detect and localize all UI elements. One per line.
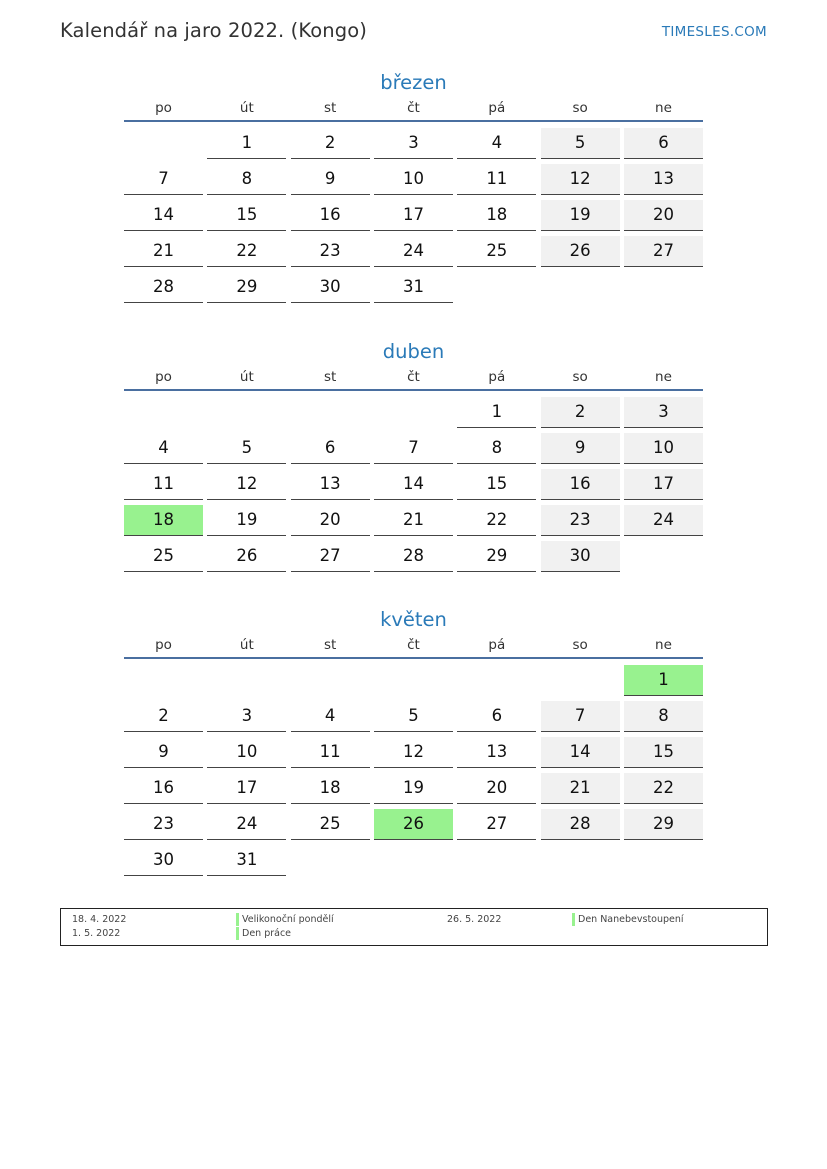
- day-cell: 20: [457, 773, 536, 804]
- weekday-label: út: [239, 369, 254, 385]
- week-row: [124, 700, 703, 736]
- day-cell: 13: [624, 164, 703, 195]
- weekday-label: čt: [407, 637, 420, 653]
- day-cell: 12: [207, 469, 286, 500]
- day-cell: 8: [624, 701, 703, 732]
- day-cell: 8: [457, 433, 536, 464]
- day-cell: 20: [624, 200, 703, 231]
- weekday-label: pá: [488, 100, 506, 116]
- weekday-label: čt: [407, 100, 420, 116]
- day-cell: [541, 665, 620, 696]
- day-cell: 9: [124, 737, 203, 768]
- day-cell: [374, 845, 453, 876]
- day-cell: 15: [457, 469, 536, 500]
- day-cell: 3: [207, 701, 286, 732]
- day-cell: 21: [124, 236, 203, 267]
- weekday-label: po: [155, 100, 172, 116]
- day-cell: 23: [291, 236, 370, 267]
- day-cell: [291, 665, 370, 696]
- day-cell: 3: [374, 128, 453, 159]
- day-cell: 6: [291, 433, 370, 464]
- day-cell: 29: [457, 541, 536, 572]
- day-cell: [624, 272, 703, 303]
- week-row: [124, 127, 703, 163]
- weekday-label: po: [155, 369, 172, 385]
- day-cell: 25: [124, 541, 203, 572]
- day-cell: 12: [374, 737, 453, 768]
- page-title: Kalendář na jaro 2022. (Kongo): [60, 19, 367, 42]
- week-row: [124, 199, 703, 235]
- day-cell: [291, 397, 370, 428]
- day-cell: 1: [457, 397, 536, 428]
- legend-holiday-name: Den Nanebevstoupení: [572, 913, 684, 926]
- day-cell: 4: [291, 701, 370, 732]
- day-cell: 15: [624, 737, 703, 768]
- week-row: [124, 772, 703, 808]
- holiday-legend: [60, 908, 768, 946]
- day-cell: 18: [457, 200, 536, 231]
- weekday-header: [124, 637, 703, 659]
- month-name: květen: [380, 608, 447, 631]
- day-cell: 30: [124, 845, 203, 876]
- day-cell: 26: [207, 541, 286, 572]
- day-cell: 2: [291, 128, 370, 159]
- weekday-label: ne: [655, 369, 672, 385]
- day-cell: 27: [624, 236, 703, 267]
- day-cell: [207, 397, 286, 428]
- day-cell: [207, 665, 286, 696]
- week-row: [124, 844, 703, 880]
- day-cell: 6: [457, 701, 536, 732]
- day-cell: 22: [457, 505, 536, 536]
- day-grid: [124, 396, 703, 576]
- day-cell: 20: [291, 505, 370, 536]
- day-cell: 19: [541, 200, 620, 231]
- day-cell: [457, 845, 536, 876]
- day-cell: 2: [124, 701, 203, 732]
- legend-date: 1. 5. 2022: [72, 928, 121, 939]
- day-cell: 14: [374, 469, 453, 500]
- weekday-label: so: [572, 369, 588, 385]
- day-cell: 11: [291, 737, 370, 768]
- week-row: [124, 163, 703, 199]
- day-grid: [124, 664, 703, 880]
- day-cell: 19: [374, 773, 453, 804]
- day-cell: 6: [624, 128, 703, 159]
- day-cell: 3: [624, 397, 703, 428]
- day-cell: 24: [624, 505, 703, 536]
- day-cell: 31: [207, 845, 286, 876]
- day-cell: 17: [207, 773, 286, 804]
- day-cell: 26: [541, 236, 620, 267]
- day-cell: 5: [207, 433, 286, 464]
- week-row: [124, 271, 703, 307]
- day-cell: 11: [124, 469, 203, 500]
- day-cell: [291, 845, 370, 876]
- day-cell: [124, 397, 203, 428]
- day-cell: [541, 272, 620, 303]
- day-cell: 23: [541, 505, 620, 536]
- day-cell: 24: [374, 236, 453, 267]
- month-name: duben: [382, 340, 445, 363]
- brand-link[interactable]: TIMESLES.COM: [661, 24, 767, 40]
- weekday-label: so: [572, 100, 588, 116]
- day-cell: 24: [207, 809, 286, 840]
- day-cell: 21: [541, 773, 620, 804]
- day-cell: 17: [624, 469, 703, 500]
- day-cell: 5: [541, 128, 620, 159]
- weekday-header: [124, 100, 703, 122]
- day-cell: 10: [374, 164, 453, 195]
- day-cell: 25: [457, 236, 536, 267]
- day-cell: 30: [541, 541, 620, 572]
- day-cell: 27: [291, 541, 370, 572]
- day-cell: 1: [207, 128, 286, 159]
- day-cell: 27: [457, 809, 536, 840]
- day-cell: 4: [124, 433, 203, 464]
- day-cell: 2: [541, 397, 620, 428]
- week-row: [124, 504, 703, 540]
- day-cell: 13: [291, 469, 370, 500]
- week-row: [124, 235, 703, 271]
- day-cell: 8: [207, 164, 286, 195]
- weekday-label: ne: [655, 637, 672, 653]
- day-cell: [374, 397, 453, 428]
- weekday-label: st: [323, 100, 337, 116]
- month-block: [124, 70, 703, 307]
- week-row: [124, 432, 703, 468]
- day-cell: 9: [541, 433, 620, 464]
- week-row: [124, 396, 703, 432]
- day-cell: 16: [291, 200, 370, 231]
- month-block: [124, 607, 703, 880]
- day-cell: 15: [207, 200, 286, 231]
- day-cell: 26: [374, 809, 453, 840]
- day-cell: 18: [124, 505, 203, 536]
- legend-date: 26. 5. 2022: [447, 914, 502, 925]
- weekday-label: so: [572, 637, 588, 653]
- day-cell: 29: [624, 809, 703, 840]
- day-cell: 12: [541, 164, 620, 195]
- day-cell: 28: [124, 272, 203, 303]
- legend-holiday-name: Velikonoční pondělí: [236, 913, 334, 926]
- day-cell: [541, 845, 620, 876]
- day-cell: 9: [291, 164, 370, 195]
- weekday-label: pá: [488, 369, 506, 385]
- day-cell: 21: [374, 505, 453, 536]
- day-cell: 7: [374, 433, 453, 464]
- weekday-label: pá: [488, 637, 506, 653]
- month-name: březen: [380, 71, 447, 94]
- weekday-label: po: [155, 637, 172, 653]
- day-cell: 14: [541, 737, 620, 768]
- day-cell: 28: [374, 541, 453, 572]
- weekday-label: út: [239, 637, 254, 653]
- day-cell: 30: [291, 272, 370, 303]
- day-cell: [124, 128, 203, 159]
- day-cell: 18: [291, 773, 370, 804]
- day-cell: 29: [207, 272, 286, 303]
- week-row: [124, 736, 703, 772]
- day-cell: 1: [624, 665, 703, 696]
- day-cell: 4: [457, 128, 536, 159]
- day-cell: 13: [457, 737, 536, 768]
- day-cell: [457, 665, 536, 696]
- weekday-label: st: [323, 369, 337, 385]
- weekday-label: ne: [655, 100, 672, 116]
- day-cell: [457, 272, 536, 303]
- day-cell: [624, 541, 703, 572]
- week-row: [124, 664, 703, 700]
- day-grid: [124, 127, 703, 307]
- day-cell: 14: [124, 200, 203, 231]
- day-cell: 10: [207, 737, 286, 768]
- day-cell: 7: [124, 164, 203, 195]
- day-cell: 7: [541, 701, 620, 732]
- month-block: [124, 339, 703, 576]
- day-cell: [124, 665, 203, 696]
- weekday-label: čt: [407, 369, 420, 385]
- week-row: [124, 808, 703, 844]
- day-cell: 16: [124, 773, 203, 804]
- day-cell: [374, 665, 453, 696]
- legend-holiday-name: Den práce: [236, 927, 291, 940]
- day-cell: 10: [624, 433, 703, 464]
- day-cell: [624, 845, 703, 876]
- day-cell: 25: [291, 809, 370, 840]
- weekday-label: st: [323, 637, 337, 653]
- weekday-header: [124, 369, 703, 391]
- day-cell: 22: [624, 773, 703, 804]
- legend-date: 18. 4. 2022: [72, 914, 127, 925]
- week-row: [124, 540, 703, 576]
- day-cell: 28: [541, 809, 620, 840]
- day-cell: 5: [374, 701, 453, 732]
- day-cell: 31: [374, 272, 453, 303]
- day-cell: 17: [374, 200, 453, 231]
- day-cell: 16: [541, 469, 620, 500]
- day-cell: 11: [457, 164, 536, 195]
- week-row: [124, 468, 703, 504]
- day-cell: 19: [207, 505, 286, 536]
- day-cell: 22: [207, 236, 286, 267]
- day-cell: 23: [124, 809, 203, 840]
- weekday-label: út: [239, 100, 254, 116]
